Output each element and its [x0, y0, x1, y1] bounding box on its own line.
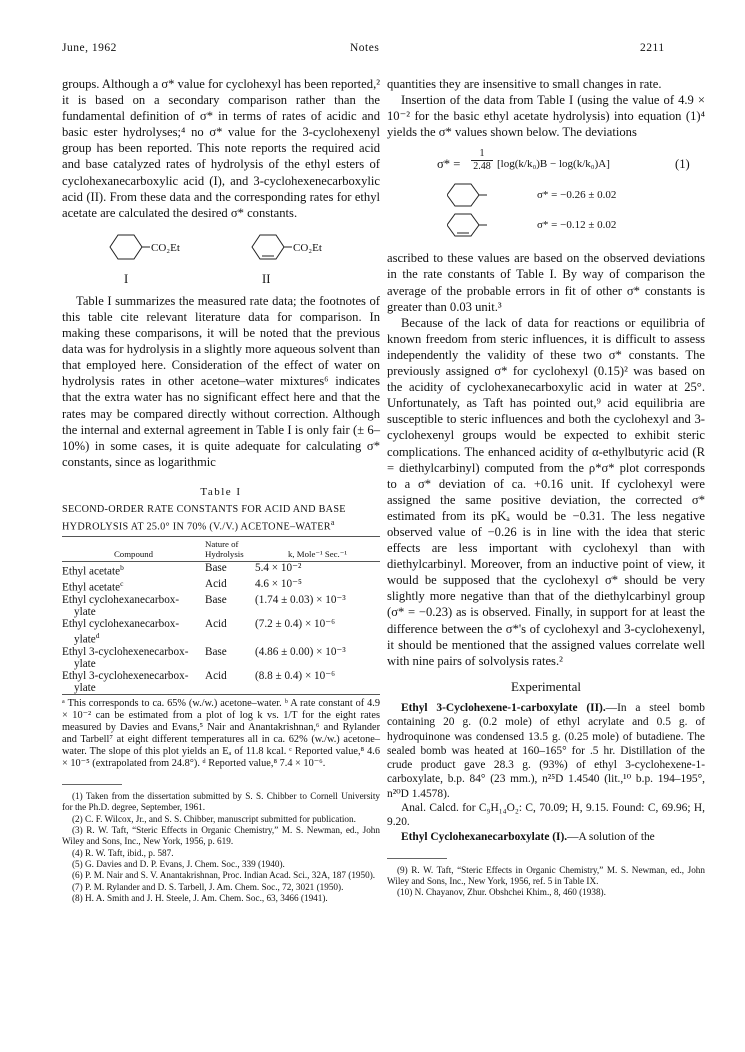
table-row: Ethyl 3-cyclohexenecarbox- ylate Acid (8.8 ± 0.4) × 10⁻⁶ — [62, 669, 336, 694]
page-number: 2211 — [640, 42, 665, 54]
reference: (8) H. A. Smith and J. H. Steele, J. Am. Chem. Soc., 63, 3466 (1941). — [72, 892, 328, 903]
label-II: II — [262, 271, 271, 286]
substituent-II: CO₂Et — [293, 241, 322, 254]
paragraph: groups. Although a σ* value for cyclohexyl has been reported,² it is based on a secondary comparison rather than the fundamental definition of σ* in terms of rates of acidic and basic ester hydrolyses;⁴ no σ* value for the 3-cyclohexenyl group has been reported. This note reports the required acid and base catalyzed rates of hydrolysis of the ethyl esters of cyclohexanecarboxylic acid (I), and 3-cyclohexenecarboxylic acid (II). From these data and the corresponding rates for ethyl acetate are calculated the desired σ* constants. — [62, 77, 380, 220]
paragraph: quantities they are insensitive to small changes in rate. — [387, 77, 662, 91]
references-right — [387, 865, 705, 899]
eq-numerator: 1 — [471, 148, 493, 161]
reference: (3) R. W. Taft, “Steric Effects in Organic Chemistry,” M. S. Newman, ed., John Wiley and Sons, Inc., New York, 1956, p. 619. — [62, 825, 380, 847]
col-header-nature: Nature of Hydrolysis — [205, 537, 255, 562]
footnote-divider — [62, 784, 122, 785]
references-left — [62, 791, 380, 904]
cyclohexene-ring-II — [252, 235, 284, 259]
reference: (5) G. Davies and D. P. Evans, J. Chem. Soc., 339 (1940). — [72, 858, 285, 869]
label-I: I — [124, 271, 129, 286]
paragraph: ascribed to these values are based on the observed deviations in the rate constants of Table I. By way of comparison the average of the probable errors in fit of other σ* constants is greater than 0.03 unit.³ — [387, 251, 705, 314]
reference: (7) P. M. Rylander and D. S. Tarbell, J. Am. Chem. Soc., 72, 3021 (1950). — [72, 881, 344, 892]
col-header-k: k, Mole⁻¹ Sec.⁻¹ — [255, 537, 380, 562]
structures-figure — [62, 231, 380, 289]
paragraph: Insertion of the data from Table I (using the value of 4.9 × 10⁻² for the basic ethyl acetate hydrolysis) into equation (1)⁴ yields the σ* values shown below. The deviations — [387, 93, 705, 140]
procedure-title: Ethyl Cyclohexanecarboxylate (I). — [401, 830, 568, 843]
reference: (10) N. Chayanov, Zhur. Obshchei Khim., 8, 460 (1938). — [397, 887, 606, 898]
table-row: Ethyl acetate$^c$ Acid 4.6 × 10⁻⁵ — [62, 578, 302, 594]
reference: (9) R. W. Taft, “Steric Effects in Organic Chemistry,” M. S. Newman, ed., John Wiley and Sons, Inc., New York, 1956, ref. 5 in Table IX. — [387, 864, 705, 887]
table-row: Ethyl acetate$^b$ Base 5.4 × 10⁻² — [62, 562, 302, 579]
table-row: Ethyl 3-cyclohexenecarbox- ylate Base (4.86 ± 0.00) × 10⁻³ — [62, 645, 346, 670]
procedure-title: Ethyl 3-Cyclohexene-1-carboxylate (II). — [401, 701, 606, 714]
table-header-row — [62, 537, 380, 562]
right-column — [387, 76, 705, 899]
reference: (6) P. M. Nair and S. V. Anantakrishnan, Proc. Indian Acad. Sci., 32A, 187 (1950). — [72, 870, 376, 881]
reference: (1) Taken from the dissertation submitted by S. S. Chibber to Cornell University for the Ph.D. degree, September, 1961. — [62, 791, 380, 813]
eq-fraction — [471, 148, 493, 173]
sigma-value-cyclohexyl — [387, 182, 705, 208]
table-row: Ethyl cyclohexanecarbox- ylate$^d$ Acid (7.2 ± 0.4) × 10⁻⁶ — [62, 617, 336, 646]
header-date: June, 1962 — [62, 42, 117, 54]
col-header-compound: Compound — [62, 537, 205, 562]
section-heading: Experimental — [510, 678, 582, 694]
cyclohexenyl-ring-icon — [447, 212, 507, 238]
table-caption: SECOND-ORDER RATE CONSTANTS FOR ACID AND BASE HYDROLYSIS AT 25.0° IN 70% (V./V.) ACETONE–WATER$^a$ — [62, 503, 346, 533]
eq-number: (1) — [675, 157, 690, 172]
substituent-I: CO₂Et — [151, 241, 180, 254]
analysis-line: Anal. Calcd. for C₉H₁₄O₂: C, 70.09; H, 9.15. Found: C, 69.96; H, 9.20. — [387, 801, 705, 829]
rate-constants-table — [62, 536, 380, 694]
sigma-value: σ* = −0.12 ± 0.02 — [537, 219, 617, 232]
sigma-value: σ* = −0.26 ± 0.02 — [537, 189, 617, 202]
left-column — [62, 76, 380, 904]
cyclohexyl-ring-icon — [447, 182, 507, 208]
eq-denominator: 2.48 — [473, 161, 491, 173]
eq-rhs: [log(k/k₀)B − log(k/k₀)A] — [497, 158, 610, 171]
experimental-paragraph: Ethyl Cyclohexanecarboxylate (I).—A solution of the — [401, 830, 655, 843]
sigma-value-cyclohexenyl — [387, 212, 705, 238]
page-header — [0, 42, 745, 58]
experimental-paragraph: Ethyl 3-Cyclohexene-1-carboxylate (II).—In a steel bomb containing 20 g. (0.2 mole) of ethyl acrylate and 0.5 g. of hydroquinone was condensed 13.5 g. (0.25 mole) of butadiene. The sealed bomb was heated at 160–165° for .5 hr. Distillation of the crude product gave 28.3 g. (93%) of ethyl 3-cyclohexene-1-carboxylate, b.p. 84° (23 mm.), n²⁵D 1.4540 (lit.,¹⁰ b.p. 194–195°, n²⁰D 1.4578). — [387, 701, 705, 800]
footnote-divider — [387, 858, 447, 859]
reference: (4) R. W. Taft, ibid., p. 587. — [72, 847, 174, 858]
paragraph: Table I summarizes the measured rate data; the footnotes of this table cite relevant literature data for comparison. In making these comparisons, it will be noted that the previous data was for hydrolysis in a slightly more aqueous solvent than that employed here. Consideration of the effect of water on hydrolysis rates in other acetone–water mixtures⁶ indicates that the extra water has no significant effect here and that the rates may be compared directly without correction. Although the internal and external agreement in Table I is only fair (± 6–10%) in some cases, it is quite adequate for calculating σ* constants, since as logarithmic — [62, 293, 380, 469]
reference: (2) C. F. Wilcox, Jr., and S. S. Chibber, manuscript submitted for publication. — [72, 813, 356, 824]
eq-lhs: σ* = — [437, 157, 461, 172]
equation-1 — [387, 148, 705, 178]
table-row: Ethyl cyclohexanecarbox- ylate Base (1.74 ± 0.03) × 10⁻³ — [62, 593, 346, 618]
table-title: Table I — [200, 485, 242, 498]
table-footnote: ᵃ This corresponds to ca. 65% (w./w.) acetone–water. ᵇ A rate constant of 4.9 × 10⁻² can be estimated from a plot of log k vs. 1/T for the eight rates measured by Davies and Evans,⁵ Nair and Anantakrishnan,⁶ and Rylander and Tarbell⁷ at eight different temperatures all in ca. 62% (w./w.) acetone–water. The slope of this plot yields an Eₐ of 11.8 kcal. ᶜ Reported value,⁸ 4.6 × 10⁻⁵ (extrapolated from 24.8°). ᵈ Reported value,⁸ 7.4 × 10⁻⁶. — [62, 697, 380, 770]
cyclohexane-ring-I — [110, 235, 142, 259]
structure-drawings — [62, 231, 380, 289]
paragraph: Because of the lack of data for reactions or equilibria of known freedom from steric influences, it is difficult to assess independently the validity of these two σ* constants. The previously assigned σ* for cyclohexyl (0.15)² was based on the acidity of cyclohexanecarboxylic acid in water at 25°. Unfortunately, as Taft has pointed out,⁹ acid equilibria are susceptible to steric influences and both the cyclohexyl and 3-cyclohexenyl groups would be expected to exhibit steric complications. The enhanced acidity of α-ethylbutyric acid (R = diethylcarbinyl) computed from the ρ*σ* plot corresponds to a σ* deviation of ca. +0.16 unit. If cyclohexyl were assigned the same positive deviation, the corrected σ* estimated from its pKₐ would be −0.31. The less negative observed value of −0.26 is in line with the idea that steric effects are less important with cyclohexyl than with diethylcarbinyl. Moreover, from an inductive point of view, it would be supposed that the cyclohexyl σ* should be very slightly more negative than that of the diethylcarbinyl group (σ* = −0.23) as is observed. Finally, in support for at least the difference between the σ*'s of cyclohexyl and 3-cyclohexenyl, it should be mentioned that the assigned values correlate well with nine pairs of solvolysis rates.² — [387, 315, 705, 668]
header-section: Notes — [350, 42, 380, 54]
